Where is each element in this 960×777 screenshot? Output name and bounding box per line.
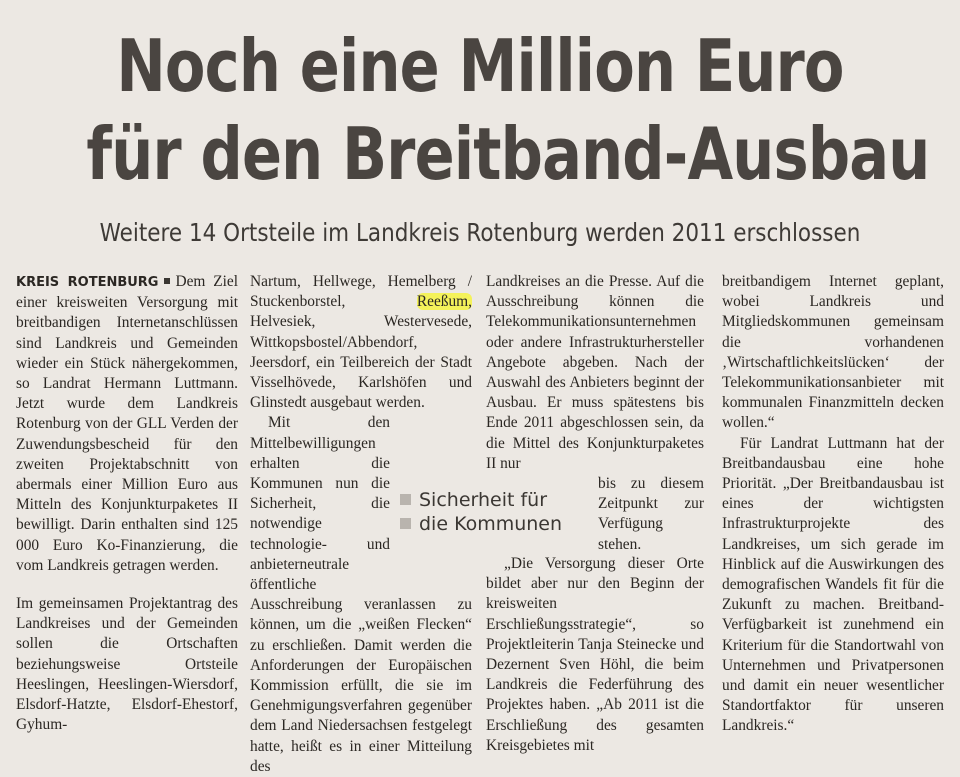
subheadline: Weitere 14 Ortsteile im Landkreis Rotenburg werden 2011 erschlossen (99, 218, 861, 247)
subheading-line-1: Sicherheit für (419, 489, 548, 511)
square-bullet-icon (400, 518, 411, 529)
lead-text: Dem Ziel einer kreisweiten Versorgung mit breitbandigen Internetanschlüssen sind Landkreis und Gemeinden wieder ein Stück nähergekommen, so Landrat Hermann Luttmann. Jetzt wurde dem Landkreis Rotenburg von der GLL Verden der Zuwendungsbescheid für den zweiten Projektabschnitt von abermals einer Million Euro aus Mitteln des Konjunkturpaketes II bewilligt. Darin enthalten sind 125 000 Euro Ko-Finanzierung, die vom Landkreis getragen werden. (16, 273, 238, 574)
paragraph: Für Landrat Luttmann hat der Breitbandausbau eine hohe Priorität. „Der Breitbandausbau ist eines der wichtigsten Infrastrukturprojekte des Landkreises, um sich gerade im Hinblick auf die Auswirkungen des demografischen Wandels fit für die Zukunft zu machen. Breitband-Verfügbarkeit ist zunehmend ein Kriterium für die Standortwahl von Unternehmen und Privatpersonen und damit ein neuer wesentlicher Standortfaktor für unseren Landkreis.“ (722, 434, 944, 735)
subheading-line-2: die Kommunen (419, 513, 563, 535)
paragraph-text: Helvesiek, Westervesede, Wittkopsbostel/Abbendorf, Jeersdorf, ein Teilbereich der Stadt Visselhövede, Karlshöfen und Glinstedt ausgebaut werden. (250, 313, 472, 412)
headline-line-1: Noch eine Million Euro (116, 24, 844, 108)
paragraph (250, 272, 472, 413)
dateline: KREIS ROTENBURG (16, 275, 159, 290)
paragraph: breitbandigem Internet geplant, wobei Landkreis und Mitgliedskommunen gemeinsam die vorhandenen ‚Wirtschaftlichkeitslücken‘ der Telekommunikationsanbieter mit kommunalen Finanzmitteln decken wollen.“ (722, 273, 944, 432)
paragraph: Landkreises an die Presse. Auf die Ausschreibung können die Telekommunikationsunternehmen oder andere Infrastrukturhersteller Angebote abgeben. Nach der Auswahl des Anbieters beginnt der Ausbau. Er muss spätestens bis Ende 2011 abgeschlossen sein, da die Mittel des Konjunkturpaketes II nur (486, 273, 704, 472)
paragraph: „Die Versorgung dieser Orte bildet aber nur den Beginn der kreisweiten Erschließungsstrategie“, so Projektleiterin Tanja Steinecke und Dezernent Sven Höhl, die beim Landkreis die Federführung des Projektes haben. „Ab 2011 ist die Erschließung des gesamten Kreisgebietes mit (486, 555, 704, 754)
paragraph-text: Nartum, Hellwege, Hemelberg / Stuckenborstel, (250, 273, 472, 311)
square-bullet-icon (400, 494, 411, 505)
lead-paragraph (16, 272, 238, 576)
article-column-1 (16, 272, 238, 735)
headline-line-2: für den Breitband-Ausbau (86, 112, 930, 196)
paragraph: Im gemeinsamen Projektantrag des Landkreises und der Gemeinden sollen die Ortschaften beziehungsweise Ortsteile Heeslingen, Heeslingen-Wiersdorf, Elsdorf-Hatzte, Elsdorf-Ehestorf, Gyhum- (16, 595, 238, 734)
wrapped-text: bis zu diesem Zeitpunkt zur Verfügung stehen. (598, 475, 704, 553)
highlighted-text: Reeßum, (416, 293, 472, 311)
paragraph: Mit den Mittelbewilligungen erhalten die Kommunen nun die Sicherheit, die notwendige technologie- und anbieterneutrale öffentliche (250, 414, 390, 594)
paragraph: Ausschreibung veranlassen zu können, um die „weißen Flecken“ zu erschließen. Damit werden die Anforderungen der Europäischen Kommission erfüllt, die sie im Genehmigungsverfahren gegenüber dem Land Niedersachsen festgelegt hatte, heißt es in einer Mitteilung des (250, 596, 472, 775)
article-column-4 (722, 272, 944, 737)
dateline-bullet-icon (164, 278, 170, 284)
headline (86, 22, 930, 198)
